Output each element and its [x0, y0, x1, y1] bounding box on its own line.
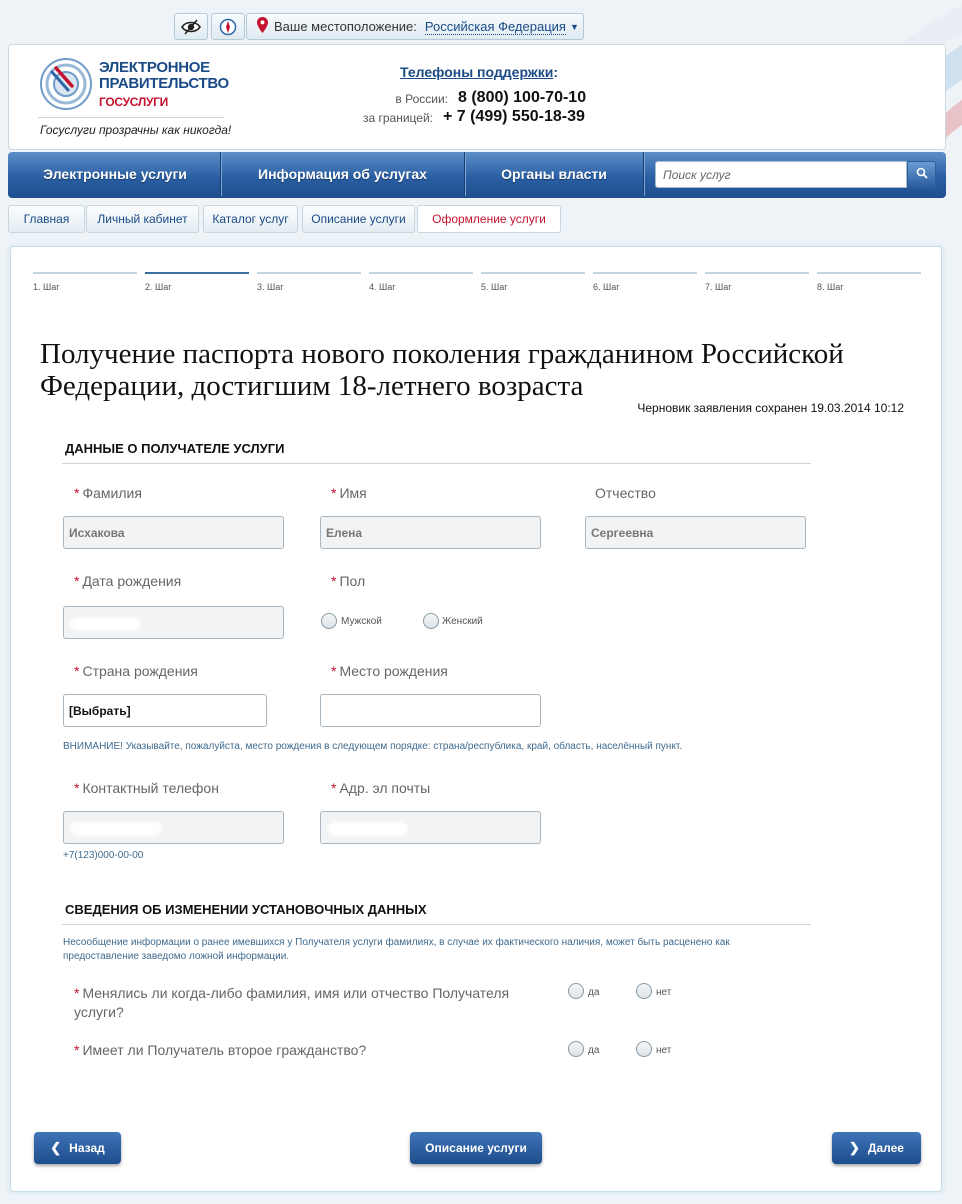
step-indicator-1 [33, 272, 137, 274]
step-indicator-2 [145, 272, 249, 274]
name-change-yes-radio[interactable] [568, 983, 584, 999]
compass-button[interactable] [211, 13, 245, 40]
required-mark: * [74, 485, 80, 501]
support-phones-title[interactable] [400, 64, 558, 80]
second-citizenship-question-text: Имеет ли Получатель второе гражданство? [82, 1042, 367, 1058]
search-input[interactable]: Поиск услуг [655, 161, 907, 188]
step-indicator-7 [705, 272, 809, 274]
compass-icon [219, 18, 237, 36]
support-abroad-label: за границей: [362, 111, 433, 125]
step-label-4: 4. Шаг [369, 282, 396, 292]
location-pin-icon [257, 17, 268, 36]
birth-place-field[interactable] [320, 694, 541, 727]
logo-text-line-2: ПРАВИТЕЛЬСТВО [99, 75, 229, 92]
gender-label [331, 573, 365, 589]
required-mark: * [331, 573, 337, 589]
back-button[interactable] [34, 1132, 121, 1164]
birth-place-hint: ВНИМАНИЕ! Указывайте, пожалуйста, место рождения в следующем порядке: страна/республика, край, область, населённый пункт. [63, 741, 683, 752]
birth-country-label [74, 663, 198, 679]
data-changes-notice-line-2: предоставление заведомо ложной информации. [63, 951, 290, 962]
next-button-label: Далее [867, 1141, 904, 1155]
support-phones-title-text[interactable]: Телефоны поддержки [400, 64, 554, 80]
birth-place-label-text: Место рождения [339, 663, 448, 679]
required-mark: * [331, 485, 337, 501]
search-icon [916, 166, 928, 184]
step-label-6: 6. Шаг [593, 282, 620, 292]
step-indicator-6 [593, 272, 697, 274]
name-label-text: Имя [339, 485, 367, 501]
breadcrumb-service-description[interactable]: Описание услуги [302, 205, 415, 233]
name-change-question-line-2: услуги? [74, 1004, 124, 1020]
search-button[interactable] [907, 161, 936, 188]
section-title-data-changes: СВЕДЕНИЯ ОБ ИЗМЕНЕНИИ УСТАНОВОЧНЫХ ДАННЫХ [65, 902, 427, 917]
gosuslugi-logo-icon[interactable] [38, 56, 94, 112]
location-selector[interactable] [246, 13, 584, 40]
section-title-recipient: ДАННЫЕ О ПОЛУЧАТЕЛЕ УСЛУГИ [65, 441, 285, 456]
name-change-no-radio[interactable] [636, 983, 652, 999]
surname-label-text: Фамилия [82, 485, 142, 501]
name-change-no-label[interactable]: нет [656, 987, 672, 998]
name-change-yes-label[interactable]: да [588, 987, 600, 998]
nav-item-authorities[interactable]: Органы власти [501, 166, 607, 182]
step-indicator-5 [481, 272, 585, 274]
support-russia-phone: 8 (800) 100-70-10 [458, 89, 587, 106]
surname-label [74, 485, 142, 501]
step-indicator-8 [817, 272, 921, 274]
nav-separator [643, 152, 644, 196]
redacted-value-mask [70, 617, 140, 631]
name-label [331, 485, 367, 501]
chevron-left-icon: ❮ [50, 1140, 62, 1155]
email-label-text: Адр. эл почты [339, 780, 431, 796]
logo-tagline: Госуслуги прозрачны как никогда! [40, 123, 232, 137]
service-description-button[interactable]: Описание услуги [410, 1132, 542, 1164]
step-label-8: 8. Шаг [817, 282, 844, 292]
birth-country-label-text: Страна рождения [82, 663, 198, 679]
phone-format-hint: +7(123)000-00-00 [63, 850, 144, 861]
name-change-question [74, 985, 509, 1001]
data-changes-notice-line-1: Несообщение информации о ранее имевшихся у Получателя услуги фамилиях, в случае их фактического наличия, может быть расценено как [63, 937, 730, 948]
logo-text-line-1: ЭЛЕКТРОННОЕ [99, 59, 210, 76]
required-mark: * [74, 663, 80, 679]
second-citizenship-question [74, 1042, 366, 1058]
redacted-value-mask [328, 822, 408, 836]
step-indicator-4 [369, 272, 473, 274]
step-label-3: 3. Шаг [257, 282, 284, 292]
name-change-question-text: Менялись ли когда-либо фамилия, имя или отчество Получателя [82, 985, 510, 1001]
location-label: Ваше местоположение: [274, 19, 417, 34]
gender-male-radio[interactable] [321, 613, 337, 629]
accessibility-button[interactable] [174, 13, 208, 40]
redacted-value-mask [70, 822, 162, 836]
gender-female-label[interactable]: Женский [442, 616, 483, 627]
birthdate-label [74, 573, 181, 589]
breadcrumb-current: Оформление услуги [417, 205, 561, 233]
second-citizenship-no-radio[interactable] [636, 1041, 652, 1057]
breadcrumb-home[interactable]: Главная [8, 205, 85, 233]
logo-text-line-3: ГОСУСЛУГИ [99, 95, 168, 109]
second-citizenship-yes-radio[interactable] [568, 1041, 584, 1057]
patronymic-label: Отчество [595, 485, 656, 501]
gender-label-text: Пол [339, 573, 366, 589]
patronymic-field[interactable]: Сергеевна [585, 516, 806, 549]
birth-country-select[interactable]: [Выбрать] [63, 694, 267, 727]
support-abroad-phone: + 7 (499) 550-18-39 [443, 108, 585, 125]
phone-label [74, 780, 219, 796]
second-citizenship-yes-label[interactable]: да [588, 1045, 600, 1056]
accessibility-eye-icon [181, 19, 201, 35]
chevron-right-icon: ❯ [849, 1140, 860, 1155]
birth-place-label [331, 663, 448, 679]
step-label-2: 2. Шаг [145, 282, 172, 292]
nav-item-services-info[interactable]: Информация об услугах [258, 166, 427, 182]
section-divider [62, 924, 811, 925]
section-divider [62, 463, 811, 464]
location-value[interactable]: Российская Федерация [424, 18, 566, 34]
gender-male-label[interactable]: Мужской [341, 616, 382, 627]
surname-field[interactable]: Исхакова [63, 516, 284, 549]
dropdown-arrow-icon: ▼ [569, 21, 579, 32]
required-mark: * [74, 573, 80, 589]
birthdate-label-text: Дата рождения [82, 573, 182, 589]
nav-item-electronic-services[interactable]: Электронные услуги [43, 166, 187, 182]
page-title: Получение паспорта нового поколения гражданином Российской Федерации, достигшим 18-летнего возраста [40, 338, 844, 402]
support-russia-label: в России: [395, 92, 448, 106]
next-button[interactable] [832, 1132, 921, 1164]
breadcrumb-catalog[interactable]: Каталог услуг [203, 205, 298, 233]
gender-female-radio[interactable] [423, 613, 439, 629]
support-phones-title-colon: : [553, 64, 559, 80]
breadcrumb-personal-cabinet[interactable]: Личный кабинет [86, 205, 199, 233]
step-label-7: 7. Шаг [705, 282, 732, 292]
step-label-1: 1. Шаг [33, 282, 60, 292]
step-indicator-3 [257, 272, 361, 274]
step-label-5: 5. Шаг [481, 282, 508, 292]
email-label [331, 780, 430, 796]
required-mark: * [331, 663, 337, 679]
back-button-label: Назад [69, 1141, 105, 1155]
phone-label-text: Контактный телефон [82, 780, 219, 796]
draft-saved-status: Черновик заявления сохранен 19.03.2014 10:12 [637, 401, 904, 415]
name-field[interactable]: Елена [320, 516, 541, 549]
second-citizenship-no-label[interactable]: нет [656, 1045, 672, 1056]
required-mark: * [74, 1042, 80, 1058]
required-mark: * [74, 985, 80, 1001]
required-mark: * [74, 780, 80, 796]
logo-divider [38, 117, 224, 118]
required-mark: * [331, 780, 337, 796]
